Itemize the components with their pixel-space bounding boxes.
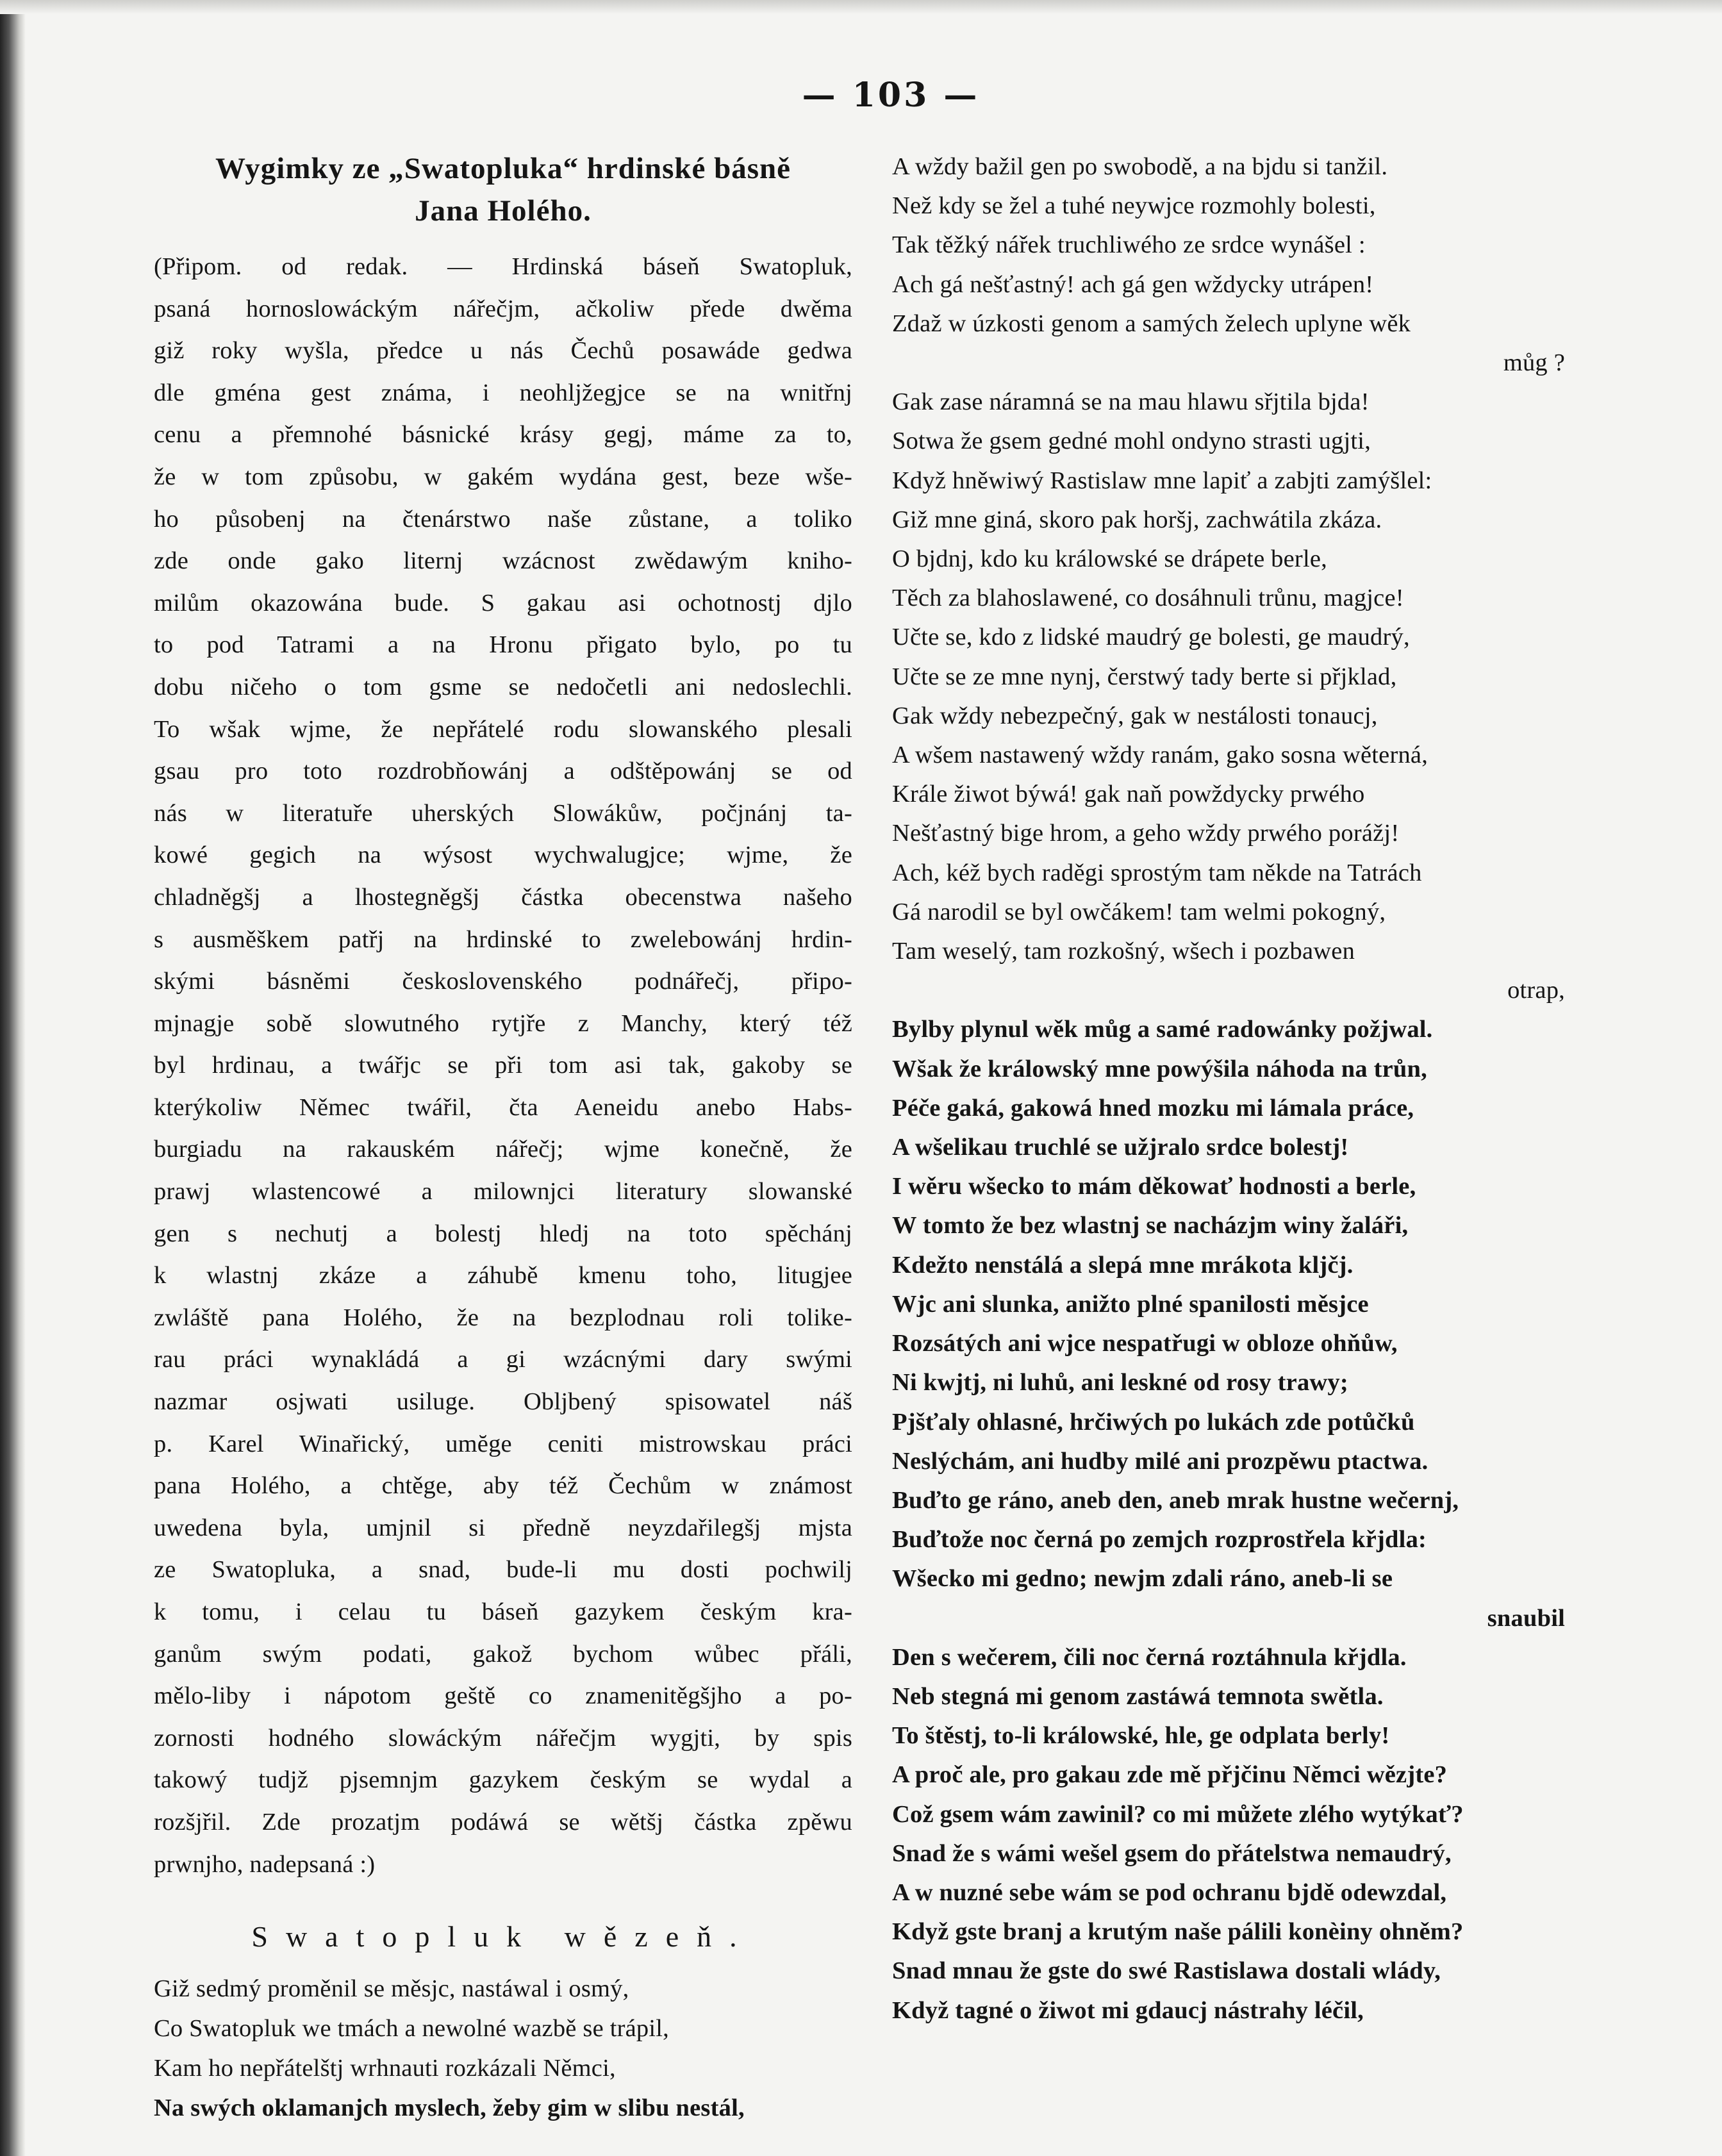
verse-line: W tomto že bez wlastnj se nacházjm winy žaláři, <box>892 1212 1409 1240</box>
prose-line: p. Karel Winařický, umĕge ceniti mistrowskau práci <box>154 1430 852 1457</box>
verse-line: A wždy bažil gen po swobodě, a na bjdu si tanžil. <box>892 153 1388 180</box>
scan-shadow-left <box>0 0 26 2156</box>
prose-line: prwnjho, nadepsaná :) <box>154 1850 376 1878</box>
prose-line: s ausměškem patřj na hrdinské to zwelebowánj hrdin- <box>154 925 852 953</box>
article-title-line: Jana Holého. <box>415 194 592 228</box>
prose-line: nás w literatuře uherských Slowákůw, počjnánj ta- <box>154 799 852 827</box>
prose-line: gsau pro toto rozdrobňowánj a odštěpowánj se od <box>154 758 852 785</box>
verse-continuation: otrap, <box>1507 977 1565 1004</box>
prose-line: kterýkoliw Němec twářil, čta Aeneidu anebo Habs- <box>154 1093 852 1121</box>
verse-line: Pjšťaly ohlasné, hrčiwých po lukách zde potůčků <box>892 1408 1415 1436</box>
verse-line: Neb stegná mi genom zastáwá temnota swětla. <box>892 1682 1384 1710</box>
prose-line: uwedena byla, umjnil si předně neyzdařilegšj mjsta <box>154 1514 852 1541</box>
verse-line: A w nuzné sebe wám se pod ochranu bjdě odewzdal, <box>892 1878 1447 1906</box>
prose-line: ze Swatopluka, a snad, bude-li mu dosti pochwilj <box>154 1556 852 1584</box>
verse-line: Péče gaká, gakowá hned mozku mi lámala práce, <box>892 1094 1414 1122</box>
verse-line: Tam weselý, tam rozkošný, wšech i pozbawen <box>892 938 1355 965</box>
prose-line: takowý tudjž pjsemnjm gazykem českým se wydal a <box>154 1766 852 1794</box>
verse-line: Neslýchám, ani hudby milé ani prozpěwu ptactwa. <box>892 1447 1428 1475</box>
article-title-line: Wygimky ze „Swatopluka“ hrdinské básně <box>215 152 791 185</box>
prose-line: To wšak wjme, že nepřátelé rodu slowanského plesali <box>154 715 852 743</box>
verse-line: Snad že s wámi wešel gsem do přátelstwa nemaudrý, <box>892 1839 1452 1867</box>
prose-line: milům okazowána bude. S gakau asi ochotnostj djlo <box>154 589 852 617</box>
prose-line: (Připom. od redak. — Hrdinská báseň Swatopluk, <box>154 253 852 280</box>
prose-line: mjnagje sobě slowutného rytjře z Manchy, který též <box>154 1009 852 1037</box>
prose-line: chladněgšj a lhostegněgšj částka obecenstwa našeho <box>154 883 852 911</box>
verse-line: Buďtože noc černá po zemjch rozprostřela křjdla: <box>892 1526 1427 1554</box>
prose-line: rozšjřil. Zde prozatjm podáwá se wětšj částka zpěwu <box>154 1808 852 1836</box>
verse-line: Ach gá nešťastný! ach gá gen wždycky utrápen! <box>892 270 1374 298</box>
prose-line: zde onde gako liternj wzácnost zwědawým kniho- <box>154 547 852 575</box>
verse-line: Ni kwjtj, ni luhů, ani leskné od rosy trawy; <box>892 1369 1348 1397</box>
verse-line: Wjc ani slunka, anižto plné spanilosti měsjce <box>892 1290 1369 1318</box>
prose-line: ho působenj na čtenárstwo naše zůstane, a toliko <box>154 505 852 533</box>
verse-line: Než kdy se žel a tuhé neywjce rozmohly bolesti, <box>892 192 1376 220</box>
verse-line: I wěru wšecko to mám děkowať hodnosti a berle, <box>892 1173 1416 1200</box>
poem-left-verses <box>154 1969 852 2128</box>
prose-line: zornosti hodného slowáckým nářečjm wygjti, by spis <box>154 1724 852 1752</box>
editor-note <box>154 246 852 1886</box>
verse-line: Gak zase náramná se na mau hlawu sřjtila bjda! <box>892 388 1370 416</box>
prose-line: rau práci wynakládá a gi wzácnými dary swými <box>154 1346 852 1373</box>
page-number: — 103 — <box>802 76 980 115</box>
verse-line: Snad mnau že gste do swé Rastislawa dostali wlády, <box>892 1957 1441 1985</box>
prose-line: dobu ničeho o tom gsme se nedočetli ani nedoslechli. <box>154 673 852 701</box>
prose-line: kowé gegich na wýsost wychwalugjce; wjme, že <box>154 842 852 869</box>
verse-continuation: snaubil <box>1487 1604 1565 1632</box>
prose-line: giž roky wyšla, předce u nás Čechů posawáde gedwa <box>154 337 852 365</box>
prose-line: nazmar osjwati usiluge. Oblјbený spisowatel náš <box>154 1388 852 1416</box>
verse-line: Giž sedmý proměnil se měsjc, nastáwal i osmý, <box>154 1975 629 2003</box>
verse-line: Učte se ze mne nynj, čerstwý tady berte si přjklad, <box>892 663 1397 690</box>
prose-line: dle gména gest známa, i neohljžegjce se na wnitřnj <box>154 379 852 406</box>
poem-right-verses <box>892 147 1591 2030</box>
prose-line: psaná hornoslowáckým nářečjm, ačkoliw přede dwěma <box>154 295 852 322</box>
poem-title: Swatopluk wězeň. <box>251 1920 755 1953</box>
prose-line: skými básněmi československého podnářečj, připo- <box>154 968 852 995</box>
verse-line: Gak wždy nebezpečný, gak w nestálosti tonaucj, <box>892 702 1378 729</box>
verse-line: Sotwa že gsem gedné mohl ondyno strasti ugjti, <box>892 427 1371 455</box>
verse-line: A proč ale, pro gakau zde mě přjčinu Němci wězjte? <box>892 1761 1448 1789</box>
scan-shadow-top <box>0 0 1722 14</box>
verse-line: Krále žiwot býwá! gak naň powždycky prwého <box>892 781 1365 808</box>
prose-line: pana Holého, a chtěge, aby též Čechům w známost <box>154 1472 852 1500</box>
verse-line: Ach, kéž bych raděgi sprostým tam někde na Tatrách <box>892 859 1422 886</box>
verse-line: O bjdnj, kdo ku králowské se drápete berle, <box>892 545 1327 573</box>
prose-line: prawj wlastencowé a milownjci literatury slowanské <box>154 1178 852 1206</box>
prose-line: k tomu, i celau tu báseň gazykem českým kra- <box>154 1598 852 1625</box>
prose-line: ganům swým podati, gakož bychom wůbec přáli, <box>154 1640 852 1668</box>
verse-line: Gá narodil se byl owčákem! tam welmi pokogný, <box>892 898 1386 925</box>
verse-line: Když gste branj a krutým naše pálili konèiny ohněm? <box>892 1918 1464 1946</box>
verse-line: Wšak že králowský mne powýšila náhoda na trůn, <box>892 1055 1427 1082</box>
verse-line: Den s wečerem, čili noc černá roztáhnula křjdla. <box>892 1643 1407 1671</box>
verse-line: Rozsátých ani wjce nespatřugi w obloze ohňůw, <box>892 1330 1398 1357</box>
verse-line: Což gsem wám zawinil? co mi můžete zlého wytýkať? <box>892 1800 1464 1828</box>
prose-line: k wlastnj zkáze a záhubě kmenu toho, litugjee <box>154 1262 852 1289</box>
prose-line: to pod Tatrami a na Hronu přigato bylo, po tu <box>154 631 852 659</box>
verse-line: Těch za blahoslawené, co dosáhnuli trůnu, magjce! <box>892 585 1404 612</box>
prose-line: burgiadu na rakauském nářečj; wjme konečně, že <box>154 1136 852 1163</box>
prose-line: mělo-liby i nápotom geště co znamenitěgšjho a po- <box>154 1682 852 1710</box>
verse-line: Nešťastný bige hrom, a geho wždy prwého porážj! <box>892 820 1400 847</box>
verse-line: Kdežto nenstálá a slepá mne mrákota kljčj. <box>892 1251 1354 1279</box>
left-column <box>154 147 852 2128</box>
right-column <box>892 147 1591 2030</box>
verse-line: A wšelikau truchlé se užjralo srdce bolestj! <box>892 1134 1349 1161</box>
verse-line: A wšem nastawený wždy ranám, gako sosna wěterná, <box>892 742 1428 769</box>
prose-line: gen s nechutj a bolestj hledj na toto spěchánj <box>154 1220 852 1247</box>
verse-line: Kam ho nepřátelštj wrhnauti rozkázali Němci, <box>154 2055 616 2082</box>
verse-line: Když hněwiwý Rastislaw mne lapiť a zabjti zamýšlel: <box>892 467 1432 494</box>
verse-line: Zdaž w úzkosti genom a samých želech uplyne wěk <box>892 310 1411 337</box>
verse-line: Když tagné o žiwot mi gdaucj nástrahy léčil, <box>892 1996 1364 2024</box>
verse-line: Na swých oklamanjch myslech, žeby gim w slibu nestál, <box>154 2094 745 2122</box>
article-title <box>154 147 852 232</box>
prose-line: byl hrdinau, a twářjc se při tom asi tak, gakoby se <box>154 1052 852 1079</box>
verse-line: Co Swatopluk we tmách a newolné wazbě se trápil, <box>154 2015 669 2043</box>
prose-line: cenu a přemnohé básnické krásy gegj, máme za to, <box>154 421 852 449</box>
prose-line: zwláště pana Holého, že na bezplodnau roli tolike- <box>154 1304 852 1331</box>
verse-line: To štěstj, to-li králowské, hle, ge odplata berly! <box>892 1722 1390 1750</box>
verse-line: Giž mne giná, skoro pak horšj, zachwátila zkáza. <box>892 506 1382 533</box>
verse-continuation: můg ? <box>1503 349 1565 377</box>
verse-line: Tak těžký nářek truchliwého ze srdce wynášel : <box>892 231 1366 259</box>
verse-line: Wšecko mi gedno; newjm zdali ráno, aneb-li se <box>892 1565 1393 1593</box>
verse-line: Buďto ge ráno, aneb den, aneb mrak hustne wečernj, <box>892 1486 1459 1514</box>
verse-line: Učte se, kdo z lidské maudrý ge bolesti, ge maudrý, <box>892 624 1410 651</box>
verse-line: Bylby plynul wěk můg a samé radowánky požjwal. <box>892 1016 1433 1043</box>
prose-line: že w tom způsobu, w gakém wydána gest, beze wše- <box>154 463 852 490</box>
